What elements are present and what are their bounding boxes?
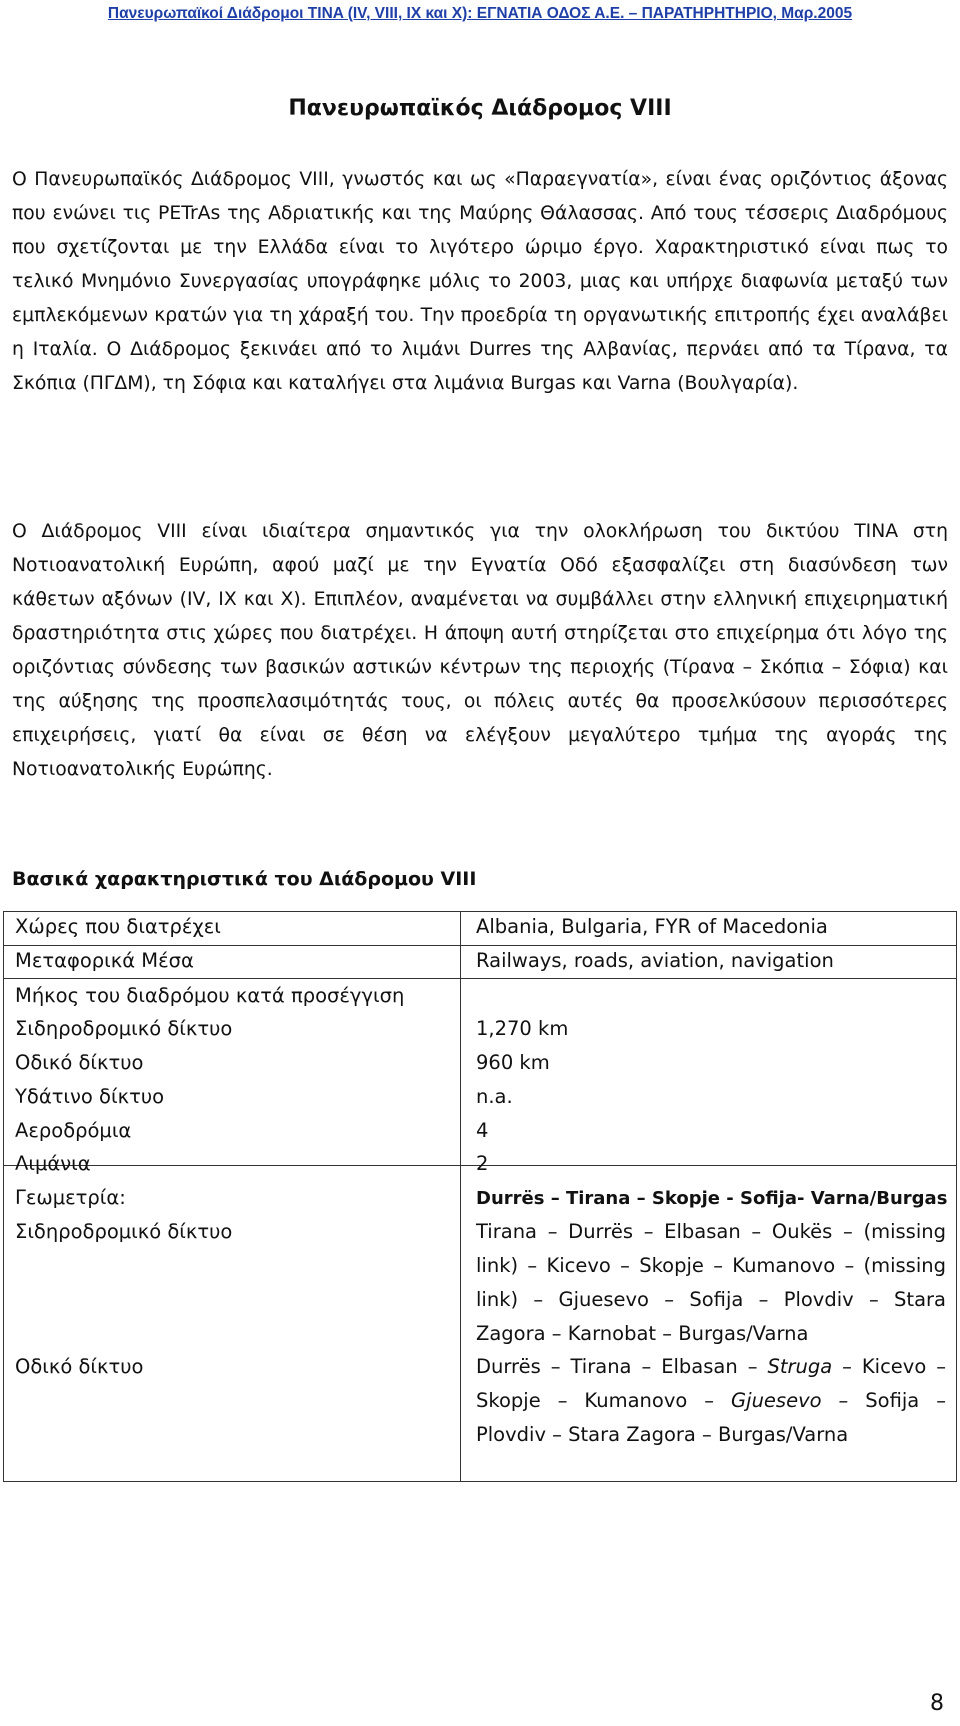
geo-road-italic: Struga [767,1355,833,1378]
column-divider [460,912,461,1481]
geo-road-label: Οδικό δίκτυο [15,1355,144,1378]
road-length-label: Οδικό δίκτυο [15,1051,144,1074]
intro-paragraph: Ο Πανευρωπαϊκός Διάδρομος VIII, γνωστός και ως «Παραεγνατία», είναι ένας οριζόντιος άξονας που ενώνει τις PETrAs της Αδριατικής και της Μαύρης Θάλασσας. Από τους τέσσερις Διαδρόμους που σχετίζονται με την Ελλάδα είναι το λιγότερο ώριμο έργο. Χαρακτηριστικό είναι πως το τελικό Μνημόνιο Συνεργασίας υπογράφηκε μόλις το 2003, μιας και υπήρχε διαφωνία μεταξύ των εμπλεκόμενων κρατών για τη χάραξή του. Την προεδρία τη οργανωτικής επιτροπής έχει αναλάβει η Ιταλία. Ο Διάδρομος ξεκινάει από το λιμάνι Durres της Αλβανίας, περνάει από τα Τίρανα, τα Σκόπια (ΠΓΔΜ), τη Σόφια και καταλήγει στα λιμάνια Burgas και Varna (Βουλγαρία). [12,169,948,394]
rail-length-label: Σιδηροδρομικό δίκτυο [15,1017,233,1040]
geo-road-part: Durrës – Tirana – Elbasan – [476,1355,768,1378]
ports-label: Λιμάνια [15,1152,91,1175]
geo-road-part: – Kicevo – Skopje – Kumanovo – [476,1355,946,1412]
page-title: Πανευρωπαϊκός Διάδρομος VIII [288,96,672,121]
road-length-value: 960 km [476,1051,550,1074]
significance-paragraph: Ο Διάδρομος VIII είναι ιδιαίτερα σημαντικός για την ολοκλήρωση του δικτύου TINA στη Νοτιοανατολική Ευρώπη, αφού μαζί με την Εγνατία Οδό εξασφαλίζει στη διασύνδεση των κάθετων αξόνων (IV, IX και X). Επιπλέον, αναμένεται να συμβάλλει στην ελληνική επιχειρηματική δραστηριότητα στις χώρες που διατρέχει. Η άποψη αυτή στηρίζεται στο επιχείρημα ότι λόγο της οριζόντιας σύνδεσης των βασικών αστικών κέντρων της περιοχής (Τίρανα – Σκόπια – Σόφια) και της αύξησης της προσπελασιμότητάς τους, οι πόλεις αυτές θα προσελκύσουν περισσότερες επιχειρήσεις, γιατί θα είναι σε θέση να ελέγξουν μεγαλύτερο τμήμα της αγοράς της Νοτιοανατολικής Ευρώπης. [12,521,948,780]
page-number: 8 [930,1691,944,1716]
geo-rail-label: Σιδηροδρομικό δίκτυο [15,1220,233,1243]
water-value: n.a. [476,1085,513,1108]
table-title: Βασικά χαρακτηριστικά του Διάδρομου VIII [12,868,477,890]
length-label: Μήκος του διαδρόμου κατά προσέγγιση [15,984,405,1007]
geometry-label: Γεωμετρία: [15,1186,126,1209]
characteristics-table [3,911,957,1482]
countries-label: Χώρες που διατρέχει [15,915,221,938]
countries-value: Albania, Bulgaria, FYR of Macedonia [476,915,828,938]
geometry-value-wrap [476,1181,947,1216]
water-label: Υδάτινο δίκτυο [15,1085,165,1108]
modes-label: Μεταφορικά Μέσα [15,949,194,972]
geo-road-part: – Sofija – Plovdiv – Stara Zagora – Burgas/Varna [476,1389,946,1446]
geo-rail-value: Tirana – Durrës – Elbasan – Oukës – (missing link) – Kicevo – Skopje – Kumanovo – (missing link) – Gjuesevo – Sofija – Plovdiv – Stara Zagora – Karnobat – Burgas/Varna [476,1220,946,1345]
rail-length-value: 1,270 km [476,1017,569,1040]
running-header: Πανευρωπαϊκοί Διάδρομοι TINA (IV, VIII, IX και X): ΕΓΝΑΤΙΑ ΟΔΟΣ Α.Ε. – ΠΑΡΑΤΗΡΗΤΗΡΙΟ, Μαρ.2005 [107,5,853,22]
airports-label: Αεροδρόμια [15,1119,132,1142]
ports-value: 2 [476,1152,489,1175]
geo-road-italic: Gjuesevo [731,1389,822,1412]
geometry-value: Durrës – Tirana – Skopje - Sofija- Varna/Burgas [476,1188,948,1209]
airports-value: 4 [476,1119,489,1142]
geo-road-value [476,1350,946,1452]
modes-value: Railways, roads, aviation, navigation [476,949,834,972]
